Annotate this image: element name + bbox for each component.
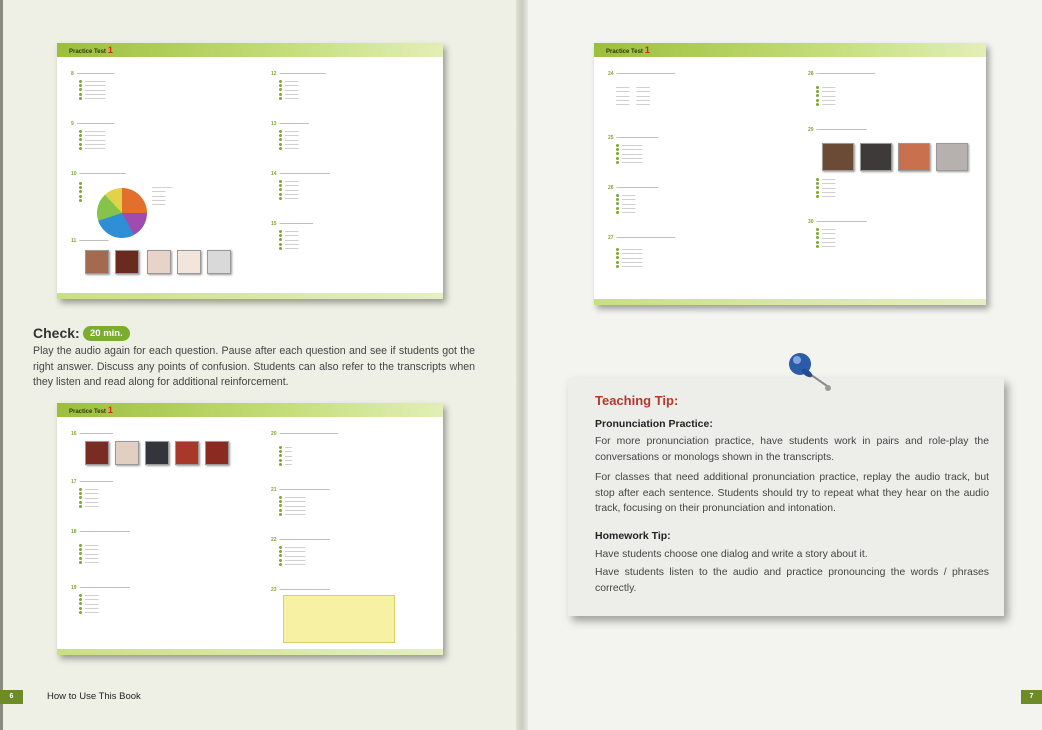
thumbnail-title: Practice Test 1 bbox=[69, 405, 113, 415]
thumbnail-footer-bar bbox=[57, 649, 443, 655]
left-edge bbox=[0, 0, 3, 730]
pronunciation-paragraph-2: For classes that need additional pronunciation practice, replay the audio track, but stop after each sentence. Students should try to repeat what they hear on the audio track, focusing on their pronunciation and intonation. bbox=[595, 472, 989, 514]
thumbnail-title: Practice Test 1 bbox=[606, 45, 650, 55]
pushpin-icon bbox=[786, 350, 838, 398]
teaching-tip-title: Teaching Tip: bbox=[595, 393, 679, 408]
pronunciation-paragraph-1: For more pronunciation practice, have students work in pairs and role-play the conversations or monologs shown in the transcripts. bbox=[595, 436, 989, 463]
page-gutter bbox=[516, 0, 528, 730]
pie-chart bbox=[97, 188, 147, 238]
thumbnail-header-bar bbox=[57, 403, 443, 417]
thumbnail-header-bar bbox=[57, 43, 443, 57]
thumbnail-footer-bar bbox=[594, 299, 986, 305]
practice-test-thumbnail-2: Practice Test 1 24 ―――――――――――――― ―――― ―――― ―――― ―――― ―――― ―――― ―――― ―――― ―――― ―――― 25 ―――――――――― ―――――― ―――――― ―――――― ―――――― ―――――― 26 ―――――――――― ―――― ―――― ―――― ―――― ―――― 27 ―――――――――――――― ―――――― ―――――― ―――――― ―――――― ―――――― 28 ―――――――――――――― ―――― ―――― ―――― ―――― ―――― 29 ―――――――――――― ―――― ―――― ―――― ―――― ―――― 30 ―――――――――――― ―――― ―――― ―――― ―――― ―――― bbox=[594, 43, 986, 305]
practice-test-thumbnail-1: Practice Test 1 8 ――――――――― ―――――― ―――――― ―――――― ―――――― ―――――― 9 ――――――――― ―――――― ―――――― ―――――― ―――――― ―――――― 10 ――――――――――― ―――――― ―――― ―――― ―――― ―――― 11 ――――――― 12 ――――――――――― ―――― ―――― ―――― ―――― ―――― 13 ――――――― ―――― ―――― ―――― ―――― ―――― 14 ―――――――――――― ―――― ―――― ―――― ―――― ―――― 15 ―――――――― ―――― ―――― ―――― ―――― ―――― bbox=[57, 43, 443, 299]
thumbnail-header-bar bbox=[594, 43, 986, 57]
highlight-box bbox=[283, 595, 395, 643]
homework-paragraph-1: Have students choose one dialog and write a story about it. bbox=[595, 549, 868, 560]
check-instructions: Play the audio again for each question. Pause after each question and see if students got the right answer. Discuss any points of confusion. Students can also refer to the transcripts when they listen and read along for additional reinforcement. bbox=[33, 345, 475, 388]
thumbnail-title: Practice Test 1 bbox=[69, 45, 113, 55]
homework-paragraph-2: Have students listen to the audio and practice pronouncing the words / phrases correctly. bbox=[595, 567, 989, 594]
time-badge: 20 min. bbox=[83, 326, 130, 341]
thumbnail-footer-bar bbox=[57, 293, 443, 299]
right-page-number: 7 bbox=[1021, 690, 1042, 704]
homework-heading: Homework Tip: bbox=[595, 530, 671, 542]
check-heading: Check: bbox=[33, 325, 80, 341]
running-footer-title: How to Use This Book bbox=[47, 691, 141, 702]
practice-test-thumbnail-3: Practice Test 1 16 ―――――――― 17 ―――――――― ―――― ―――― ―――― ―――― ―――― 18 ―――――――――――― ―――― ―――― ―――― ―――― ―――― 19 ―――――――――――― ―――― ―――― ―――― ―――― ―――― 20 ―――――――――――――― ―― ―― ―― ―― ―― 21 ―――――――――――― ―――――― ―――――― ―――――― ―――――― ―――――― 22 ―――――――――――― ―――――― ―――――― ―――――― ―――――― ―――――― 23 ―――――――――――― bbox=[57, 403, 443, 655]
left-page-number: 6 bbox=[0, 690, 23, 704]
pronunciation-heading: Pronunciation Practice: bbox=[595, 418, 713, 430]
